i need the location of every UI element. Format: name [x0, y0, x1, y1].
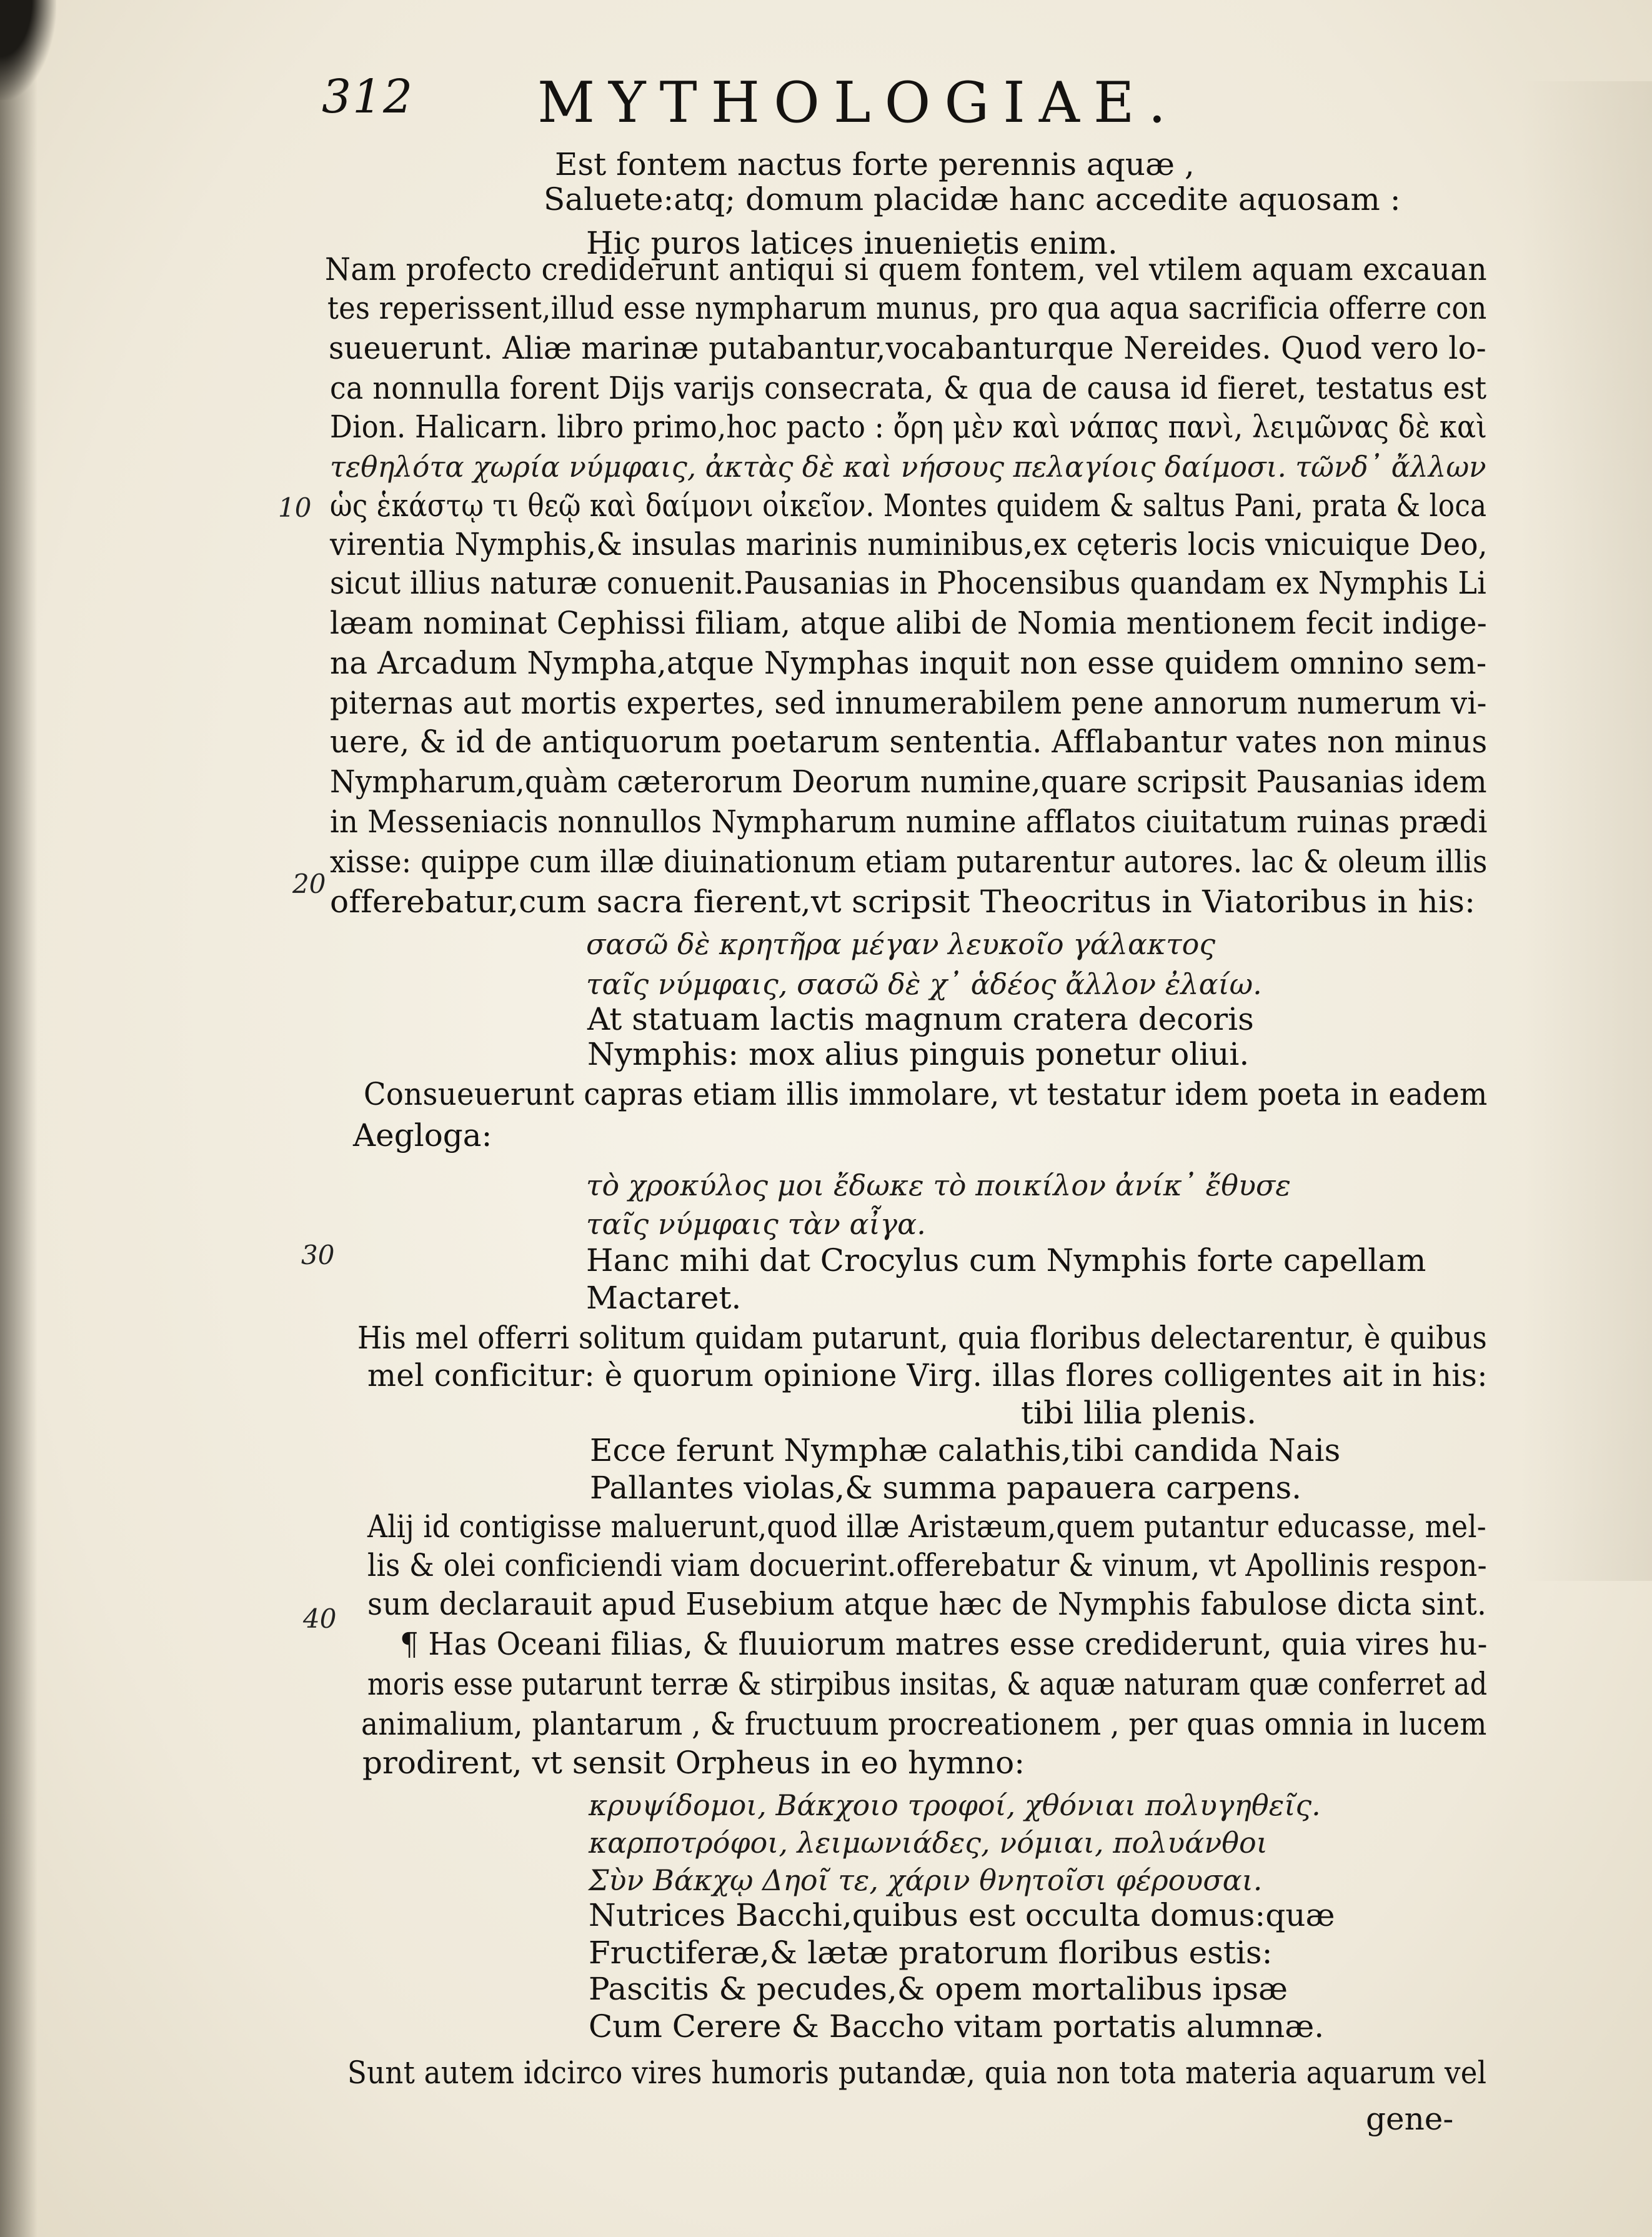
- line-number: 30: [301, 1240, 335, 1270]
- prose-line: sicut illius naturæ conuenit.Pausanias in Phocensibus quandam ex Nymphis Li: [330, 565, 1487, 601]
- prose-line: piternas aut mortis expertes, sed innumerabilem pene annorum numerum vi-: [330, 685, 1487, 721]
- prose-line: ¶ Has Oceani filias, & fluuiorum matres esse crediderunt, quia vires hu-: [400, 1626, 1488, 1662]
- prose-line: His mel offerri solitum quidam putarunt, quia floribus delectarentur, è quibus: [357, 1320, 1487, 1356]
- verse-line: Fructiferæ,& lætæ pratorum floribus estis:: [589, 1935, 1273, 1971]
- greek-line: τεθηλότα χωρία νύμφαις, ἀκτὰς δὲ καὶ νήσους πελαγίοις δαίμοσι. τῶνδ᾽ ἄλλων: [330, 450, 1486, 484]
- prose-line: sum declarauit apud Eusebium atque hæc de Nymphis fabulose dicta sint.: [367, 1586, 1487, 1622]
- prose-line: Nam profecto crediderunt antiqui si quem fontem, vel vtilem aquam excauan: [325, 251, 1487, 287]
- prose-line: prodirent, vt sensit Orpheus in eo hymno:: [362, 1745, 1025, 1781]
- prose-line: ca nonnulla forent Dijs varijs consecrata, & qua de causa id fieret, testatus est: [330, 370, 1487, 406]
- verse-line: Mactaret.: [586, 1280, 742, 1316]
- greek-verse-line: ταῖς νύμφαις τὰν αἶγα.: [586, 1207, 926, 1241]
- prose-line: animalium, plantarum , & fructuum procreationem , per quas omnia in lucem: [361, 1706, 1487, 1742]
- show-through-region: [1521, 81, 1652, 1581]
- verse-line: Hanc mihi dat Crocylus cum Nymphis forte capellam: [586, 1242, 1426, 1278]
- verse-line: Est fontem nactus forte perennis aquæ ,: [555, 146, 1195, 182]
- verse-line: Nutrices Bacchi,quibus est occulta domus:quæ: [589, 1897, 1335, 1933]
- greek-verse-line: τὸ χροκύλος μοι ἔδωκε τὸ ποικίλον ἀνίκ᾽ ἔθυσε: [586, 1168, 1291, 1202]
- prose-line: in Messeniacis nonnullos Nympharum numine afflatos ciuitatum ruinas prædi: [330, 804, 1488, 840]
- greek-verse-line: ταῖς νύμφαις, σασῶ δὲ χ᾽ ἁδέος ἄλλον ἐλαίω.: [586, 967, 1262, 1001]
- prose-line: offerebatur,cum sacra fierent,vt scripsit Theocritus in Viatoribus in his:: [330, 884, 1476, 920]
- prose-line: læam nominat Cephissi filiam, atque alibi de Nomia mentionem fecit indige-: [330, 605, 1488, 641]
- prose-line: Nympharum,quàm cæterorum Deorum numine,quare scripsit Pausanias idem: [330, 764, 1487, 800]
- verse-line: Hic puros latices inuenietis enim.: [586, 225, 1118, 261]
- prose-line: ὡς ἑκάστῳ τι θεῷ καὶ δαίμονι οἰκεῖον. Montes quidem & saltus Pani, prata & loca: [330, 487, 1487, 524]
- prose-line: mel conficitur: è quorum opinione Virg. illas flores colligentes ait in his:: [367, 1357, 1488, 1393]
- verse-line: At statuam lactis magnum cratera decoris: [587, 1001, 1254, 1037]
- greek-verse-line: καρποτρόφοι, λειμωνιάδες, νόμιαι, πολυάνθοι: [589, 1826, 1268, 1860]
- verse-line: Nymphis: mox alius pinguis ponetur oliui.: [587, 1036, 1250, 1072]
- prose-line: uere, & id de antiquorum poetarum sententia. Afflabantur vates non minus: [330, 724, 1488, 760]
- catchword: gene-: [1366, 2101, 1454, 2137]
- greek-verse-line: κρυψίδομοι, Βάκχοιο τροφοί, χθόνιαι πολυγηθεῖς.: [589, 1788, 1321, 1822]
- prose-line: xisse: quippe cum illæ diuinationum etiam putarentur autores. lac & oleum illis: [330, 844, 1488, 880]
- verse-line: Cum Cerere & Baccho vitam portatis alumnæ.: [589, 2008, 1325, 2045]
- prose-line: na Arcadum Nympha,atque Nymphas inquit non esse quidem omnino sem-: [330, 645, 1487, 681]
- verse-line: Pallantes violas,& summa papauera carpens.: [590, 1470, 1302, 1506]
- prose-line: tes reperissent,illud esse nympharum munus, pro qua aqua sacrificia offerre con: [327, 290, 1487, 326]
- prose-line: lis & olei conficiendi viam docuerint.offerebatur & vinum, vt Apollinis respon-: [367, 1547, 1487, 1583]
- greek-verse-line: Σὺν Βάκχῳ Δηοῖ τε, χάριν θνητοῖσι φέρουσαι.: [589, 1863, 1263, 1897]
- prose-line: moris esse putarunt terræ & stirpibus insitas, & aquæ naturam quæ conferret ad: [367, 1666, 1488, 1702]
- greek-verse-line: σασῶ δὲ κρητῆρα μέγαν λευκοῖο γάλακτος: [586, 927, 1216, 961]
- line-number: 10: [278, 492, 312, 523]
- binding-shadow: [0, 0, 37, 2237]
- line-number: 40: [303, 1603, 337, 1634]
- prose-line: Alij id contigisse maluerunt,quod illæ Aristæum,quem putantur educasse, mel-: [367, 1508, 1486, 1545]
- running-title: MYTHOLOGIAE.: [537, 70, 1180, 136]
- prose-line: Sunt autem idcirco vires humoris putandæ, quia non tota materia aquarum vel: [347, 2055, 1487, 2091]
- line-number: 20: [292, 869, 326, 899]
- page-number: 312: [322, 70, 414, 124]
- verse-line: tibi lilia plenis.: [1021, 1395, 1256, 1431]
- prose-line: Consueuerunt capras etiam illis immolare, vt testatur idem poeta in eadem: [364, 1076, 1488, 1112]
- prose-line: Aegloga:: [353, 1117, 492, 1153]
- page-header: [0, 70, 1652, 139]
- verse-line: Pascitis & pecudes,& opem mortalibus ipsæ: [589, 1971, 1288, 2007]
- prose-line: Dion. Halicarn. libro primo,hoc pacto : ὄρη μὲν καὶ νάπας πανὶ, λειμῶνας δὲ καὶ: [330, 409, 1488, 445]
- verse-line: Ecce ferunt Nymphæ calathis,tibi candida Nais: [590, 1432, 1341, 1468]
- prose-line: sueuerunt. Aliæ marinæ putabantur,vocabanturque Nereides. Quod vero lo-: [329, 330, 1487, 366]
- prose-line: virentia Nymphis,& insulas marinis numinibus,ex cęteris locis vnicuique Deo,: [330, 526, 1488, 562]
- verse-line: Saluete:atq; domum placidæ hanc accedite aquosam :: [544, 181, 1401, 217]
